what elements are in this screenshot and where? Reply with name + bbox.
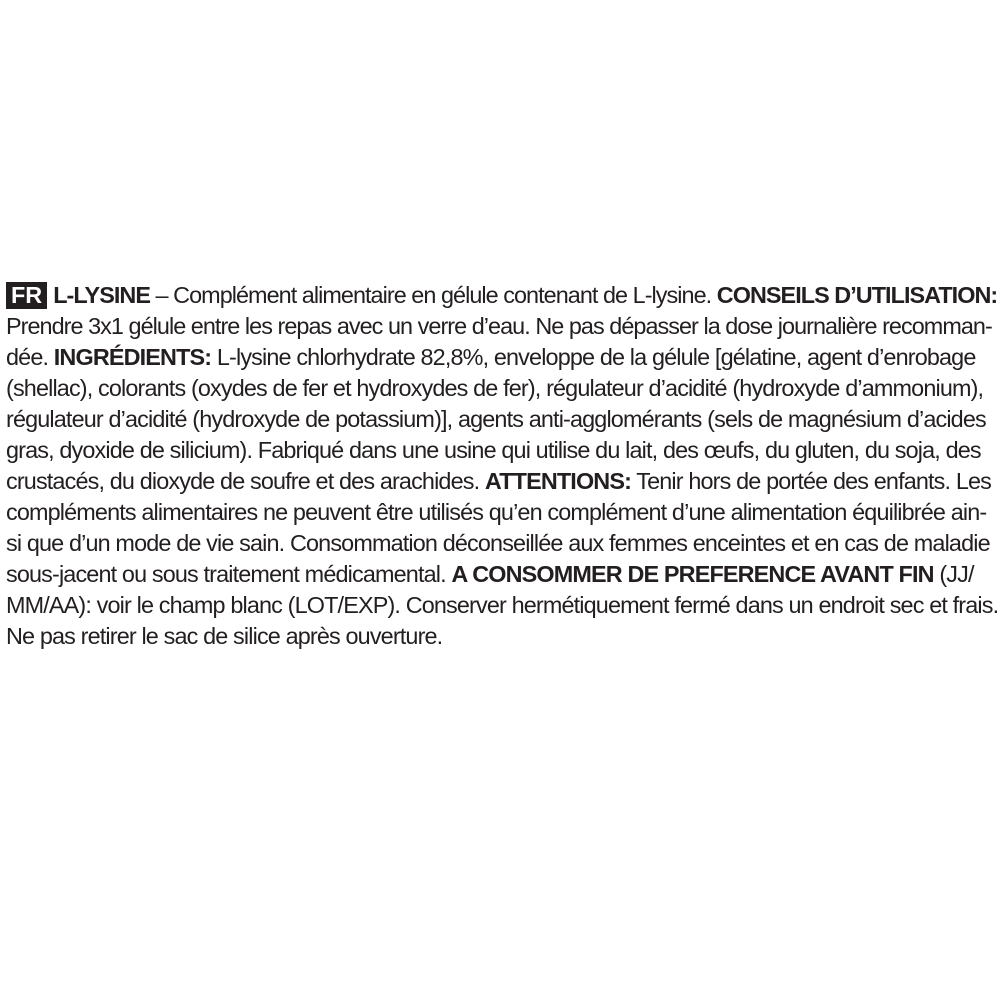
label-line-4 — [6, 373, 998, 404]
warnings-text: si que d’un mode de vie sain. Consommation déconseillée aux femmes enceintes et en cas de maladie — [6, 530, 990, 556]
ingredients-text: (shellac), colorants (oxydes de fer et hydroxydes de fer), régulateur d’acidité (hydroxyde d’ammonium), — [6, 375, 984, 401]
label-line-9 — [6, 528, 998, 559]
label-line-3 — [6, 342, 998, 373]
ingredients-heading: INGRÉDIENTS: — [53, 344, 212, 370]
product-description: – Complément alimentaire en gélule contenant de L-lysine. — [150, 282, 717, 308]
allergen-text-end: crustacés, du dioxyde de soufre et des arachides. — [6, 468, 485, 494]
label-line-5 — [6, 404, 998, 435]
allergen-text: gras, dyoxide de silicium). Fabriqué dans une usine qui utilise du lait, des œufs, du gluten, du soja, des — [6, 437, 981, 463]
label-line-1 — [6, 280, 998, 311]
label-line-12 — [6, 621, 998, 652]
best-before-heading: A CONSOMMER DE PREFERENCE AVANT FIN — [451, 561, 934, 587]
language-badge: FR — [6, 282, 47, 309]
product-name: L-LYSINE — [53, 282, 150, 308]
usage-heading: CONSEILS D’UTILISATION: — [716, 282, 998, 308]
storage-text: MM/AA): voir le champ blanc (LOT/EXP). Conserver hermétiquement fermé dans un endroit sec et frais. — [6, 592, 999, 618]
ingredients-text: L-lysine chlorhydrate 82,8%, enveloppe de la gélule [gélatine, agent d’enrobage — [211, 344, 976, 370]
best-before-format: (JJ/ — [933, 561, 974, 587]
silica-note: Ne pas retirer le sac de silice après ouverture. — [6, 623, 443, 649]
product-label-text — [6, 280, 998, 652]
label-line-7 — [6, 466, 998, 497]
label-line-2 — [6, 311, 998, 342]
label-line-10 — [6, 559, 998, 590]
label-line-8 — [6, 497, 998, 528]
usage-text-end: dée. — [6, 344, 54, 370]
label-line-6 — [6, 435, 998, 466]
warnings-heading: ATTENTIONS: — [484, 468, 632, 494]
ingredients-text: régulateur d’acidité (hydroxyde de potassium)], agents anti-agglomérants (sels de magnésium d’acides — [6, 406, 986, 432]
warnings-text-end: sous-jacent ou sous traitement médicamental. — [6, 561, 452, 587]
warnings-text: compléments alimentaires ne peuvent être utilisés qu’en complément d’une alimentation équilibrée ain- — [6, 499, 987, 525]
label-line-11 — [6, 590, 998, 621]
warnings-text: Tenir hors de portée des enfants. Les — [631, 468, 991, 494]
usage-text: Prendre 3x1 gélule entre les repas avec un verre d’eau. Ne pas dépasser la dose journalière recomman- — [6, 313, 992, 339]
